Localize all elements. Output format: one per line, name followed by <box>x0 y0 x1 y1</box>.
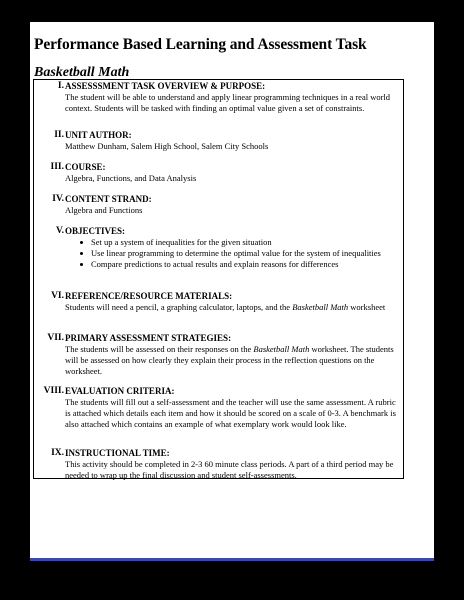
objectives-list <box>65 237 398 270</box>
section-heading: INSTRUCTIONAL TIME: <box>65 448 170 458</box>
section-heading: OBJECTIVES: <box>65 226 126 236</box>
list-item: Compare predictions to actual results and explain reasons for differences <box>65 259 398 270</box>
section-numeral: IX. <box>51 448 64 458</box>
section-body <box>65 344 398 377</box>
section-heading: CONTENT STRAND: <box>65 194 152 204</box>
list-item: Set up a system of inequalities for the given situation <box>65 237 398 248</box>
section-heading: EVALUATION CRITERIA: <box>65 386 175 396</box>
worksheet-title: Basketball Math <box>253 344 310 354</box>
section-numeral: II. <box>54 130 64 140</box>
section-numeral: VI. <box>51 291 64 301</box>
section-heading: ASSESSSMENT TASK OVERVIEW & PURPOSE: <box>65 81 266 91</box>
section-heading: COURSE: <box>65 162 106 172</box>
section-body: Algebra and Functions <box>65 205 143 215</box>
body-text-part: worksheet. The students will be assessed on how clearly they explain their process in the reflection questions on the worksheet. <box>65 344 394 376</box>
page-bottom-bar <box>30 558 434 561</box>
document-subtitle: Basketball Math <box>34 65 130 80</box>
section-numeral: III. <box>50 162 64 172</box>
section-body: The student will be able to understand and apply linear programming techniques in a real world context. Students will be tasked with finding an optimal value given a set of constraints. <box>65 92 391 113</box>
body-text-part: The students will be assessed on their responses on the <box>65 344 254 354</box>
section-heading: PRIMARY ASSESSMENT STRATEGIES: <box>65 333 232 343</box>
section-numeral: V. <box>55 226 64 236</box>
document-page <box>30 22 434 560</box>
body-text-part: worksheet <box>348 302 386 312</box>
section-numeral: IV. <box>52 194 64 204</box>
list-item: Use linear programming to determine the optimal value for the system of inequalities <box>65 248 398 259</box>
document-title: Performance Based Learning and Assessment Task <box>34 36 367 53</box>
section-numeral: VII. <box>47 333 64 343</box>
section-body: Matthew Dunham, Salem High School, Salem City Schools <box>65 141 269 151</box>
section-body: The students will fill out a self-assessment and the teacher will use the same assessment. A rubric is attached which details each item and how it should be scored on a scale of 0-3. A benchmark is also attached which contains an example of what exemplary work would look like. <box>65 397 396 429</box>
section-heading: UNIT AUTHOR: <box>65 130 132 140</box>
body-text-part: Students will need a pencil, a graphing calculator, laptops, and the <box>65 302 293 312</box>
section-numeral: I. <box>57 81 64 91</box>
section-numeral: VIII. <box>43 386 64 396</box>
task-table <box>33 79 404 479</box>
worksheet-title: Basketball Math <box>292 302 349 312</box>
section-body: This activity should be completed in 2-3 60 minute class periods. A part of a third period may be needed to wrap up the final discussion and student self-assessments. <box>65 459 394 480</box>
section-heading: REFERENCE/RESOURCE MATERIALS: <box>65 291 233 301</box>
section-body <box>65 302 398 313</box>
section-body: Algebra, Functions, and Data Analysis <box>65 173 197 183</box>
